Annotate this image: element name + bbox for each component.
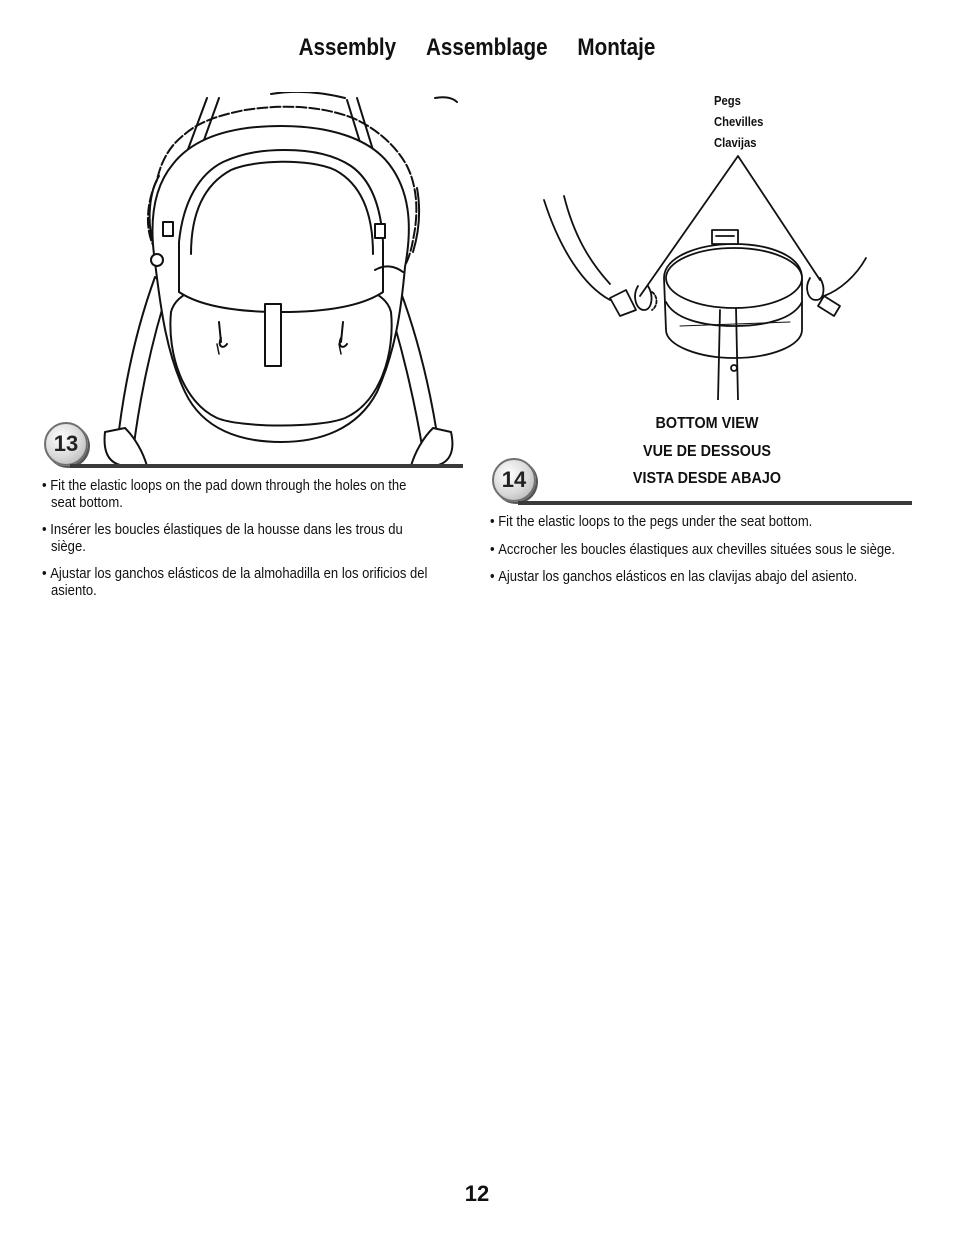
step14-number-badge: 14 (492, 458, 536, 502)
step14-bottom-view-illustration (540, 150, 870, 400)
step14-divider (518, 501, 912, 505)
page-number: 12 (464, 1181, 490, 1206)
callout-fr: Chevilles (714, 115, 764, 129)
caption-es: VISTA DESDE ABAJO (632, 470, 782, 487)
page-title (67, 34, 887, 62)
callout-es: Clavijas (714, 136, 757, 150)
caption-fr: VUE DE DESSOUS (642, 442, 772, 460)
step14-instructions (490, 514, 900, 597)
step14-instruction-en: • Fit the elastic loops to the pegs under the seat bottom. (490, 514, 909, 531)
step13-seat-illustration (95, 92, 465, 470)
step13-number-badge: 13 (44, 422, 88, 466)
step14-instruction-es: • Ajustar los ganchos elásticos en las clavijas abajo del asiento. (490, 569, 909, 586)
caption-en: BOTTOM VIEW (655, 415, 759, 432)
callout-en: Pegs (714, 94, 741, 108)
step13-divider (70, 464, 463, 468)
bottom-view-caption (592, 410, 822, 493)
step14-instruction-fr: • Accrocher les boucles élastiques aux chevilles situées sous le siège. (490, 542, 909, 559)
title-french: Assemblage (425, 34, 548, 61)
step13-instruction-es: • Ajustar los ganchos elásticos de la almohadilla en los orificios del asiento. (42, 566, 431, 599)
title-english: Assembly (298, 34, 397, 61)
pegs-callout-label (714, 91, 769, 154)
step13-instruction-fr: • Insérer les boucles élastiques de la housse dans les trous du siège. (42, 522, 431, 555)
step13-instruction-en: • Fit the elastic loops on the pad down through the holes on the seat bottom. (42, 478, 431, 511)
title-spanish: Montaje (577, 34, 656, 61)
step13-instructions (42, 478, 428, 610)
